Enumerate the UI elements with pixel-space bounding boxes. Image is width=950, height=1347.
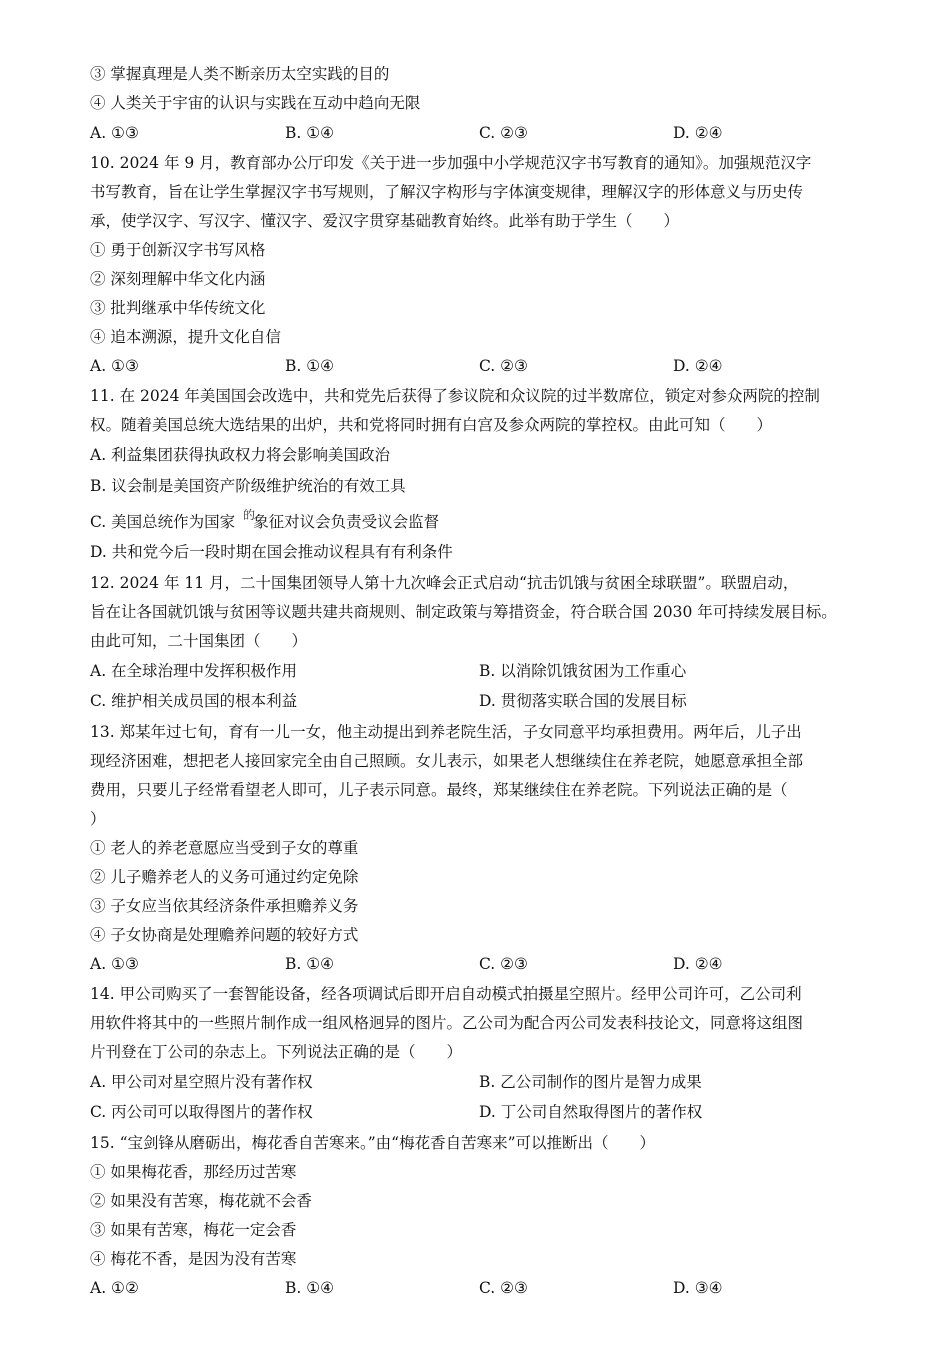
q12-stem-line-1: 12. 2024 年 11 月，二十国集团领导人第十九次峰会正式启动“抗击饥饿与贫困全球联盟”。联盟启动， [90, 574, 799, 592]
q12-stem-line-3: 由此可知，二十国集团（ ） [90, 632, 308, 650]
q10-statement-4: ④ 追本溯源，提升文化自信 [90, 328, 281, 346]
q10-option-c: C. ②③ [479, 357, 528, 375]
q13-option-c: C. ②③ [479, 955, 528, 973]
q14-option-c: C. 丙公司可以取得图片的著作权 [90, 1103, 313, 1121]
q13-option-b: B. ①④ [285, 955, 335, 973]
q10-stem-line-3: 承，使学汉字、写汉字、懂汉字、爱汉字贯穿基础教育始终。此举有助于学生（ ） [90, 212, 680, 230]
q10-option-d: D. ②④ [673, 357, 723, 375]
q10-stem-line-2: 书写教育，旨在让学生掌握汉字书写规则，了解汉字构形与字体演变规律，理解汉字的形体意义与历史传 [90, 183, 804, 201]
q11-option-c-head: C. 美国总统作为国家 [90, 513, 236, 531]
q13-stem-line-1: 13. 郑某年过七旬，育有一儿一女，他主动提出到养老院生活，子女同意平均承担费用。两年后，儿子出 [90, 723, 802, 741]
option-a: A. ①③ [90, 124, 139, 142]
q10-statement-3: ③ 批判继承中华传统文化 [90, 299, 266, 317]
q13-statement-3: ③ 子女应当依其经济条件承担赡养义务 [90, 897, 359, 915]
q10-option-a: A. ①③ [90, 357, 139, 375]
q11-option-a: A. 利益集团获得执政权力将会影响美国政治 [90, 446, 391, 464]
q15-stem: 15. “宝剑锋从磨砺出，梅花香自苦寒来。”由“梅花香自苦寒来”可以推断出（ ） [90, 1134, 656, 1152]
q12-stem-line-2: 旨在让各国就饥饿与贫困等议题共建共商规则、制定政策与筹措资金，符合联合国 2030 年可持续发展目标。 [90, 603, 837, 621]
q12-option-b: B. 以消除饥饿贫困为工作重心 [479, 662, 687, 680]
q13-option-a: A. ①③ [90, 955, 139, 973]
q13-stem-line-4: ） [90, 810, 106, 828]
q11-stem-line-2: 权。随着美国总统大选结果的出炉，共和党将同时拥有白宫及参众两院的掌控权。由此可知（ ） [90, 416, 773, 434]
q13-statement-1: ① 老人的养老意愿应当受到子女的尊重 [90, 839, 359, 857]
q10-statement-2: ② 深刻理解中华文化内涵 [90, 270, 266, 288]
q13-option-d: D. ②④ [673, 955, 723, 973]
q13-stem-line-3: 费用，只要儿子经常看望老人即可，儿子表示同意。最终，郑某继续住在养老院。下列说法正确的是（ [90, 781, 788, 799]
q10-statement-1: ① 勇于创新汉字书写风格 [90, 241, 266, 259]
q14-option-d: D. 丁公司自然取得图片的著作权 [479, 1103, 703, 1121]
q10-option-b: B. ①④ [285, 357, 335, 375]
q11-option-c-tail: 象征对议会负责受议会监督 [253, 513, 440, 531]
q15-statement-1: ① 如果梅花香，那经历过苦寒 [90, 1163, 297, 1181]
q14-stem-line-3: 片刊登在丁公司的杂志上。下列说法正确的是（ ） [90, 1043, 463, 1061]
q14-stem-line-1: 14. 甲公司购买了一套智能设备，经各项调试后即开启自动模式拍摄星空照片。经甲公司许可，乙公司利 [90, 985, 802, 1003]
q15-statement-2: ② 如果没有苦寒，梅花就不会香 [90, 1192, 312, 1210]
q15-option-c: C. ②③ [479, 1279, 528, 1297]
q12-option-d: D. 贯彻落实联合国的发展目标 [479, 692, 687, 710]
statement-3: ③ 掌握真理是人类不断亲历太空实践的目的 [90, 65, 390, 83]
option-b: B. ①④ [285, 124, 335, 142]
q15-option-b: B. ①④ [285, 1279, 335, 1297]
option-c: C. ②③ [479, 124, 528, 142]
q12-option-a: A. 在全球治理中发挥积极作用 [90, 662, 298, 680]
q10-stem-line-1: 10. 2024 年 9 月，教育部办公厅印发《关于进一步加强中小学规范汉字书写教育的通知》。加强规范汉字 [90, 154, 812, 172]
q13-stem-line-2: 现经济困难，想把老人接回家完全由自己照顾。女儿表示，如果老人想继续住在养老院，她愿意承担全部 [90, 752, 804, 770]
option-d: D. ②④ [673, 124, 723, 142]
statement-4: ④ 人类关于宇宙的认识与实践在互动中趋向无限 [90, 94, 421, 112]
q12-option-c: C. 维护相关成员国的根本利益 [90, 692, 298, 710]
q15-statement-3: ③ 如果有苦寒，梅花一定会香 [90, 1221, 297, 1239]
q14-stem-line-2: 用软件将其中的一些照片制作成一组风格迥异的图片。乙公司为配合丙公司发表科技论文，同意将这组图 [90, 1014, 804, 1032]
q14-option-a: A. 甲公司对星空照片没有著作权 [90, 1073, 313, 1091]
q15-statement-4: ④ 梅花不香，是因为没有苦寒 [90, 1250, 297, 1268]
q15-option-d: D. ③④ [673, 1279, 723, 1297]
q15-option-a: A. ①② [90, 1279, 139, 1297]
q13-statement-4: ④ 子女协商是处理赡养问题的较好方式 [90, 926, 359, 944]
q13-statement-2: ② 儿子赡养老人的义务可通过约定免除 [90, 868, 359, 886]
q11-stem-line-1: 11. 在 2024 年美国国会改选中，共和党先后获得了参议院和众议院的过半数席位，锁定对参众两院的控制 [90, 387, 820, 405]
q11-option-c-small-char: 的 [243, 508, 256, 522]
q11-option-c [90, 512, 439, 532]
q11-option-d: D. 共和党今后一段时期在国会推动议程具有有利条件 [90, 543, 453, 561]
q11-option-b: B. 议会制是美国资产阶级维护统治的有效工具 [90, 477, 406, 495]
q14-option-b: B. 乙公司制作的图片是智力成果 [479, 1073, 702, 1091]
